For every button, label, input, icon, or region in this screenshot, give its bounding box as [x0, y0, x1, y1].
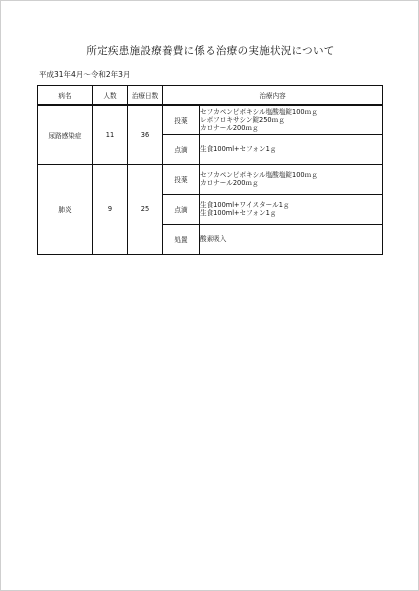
treatment-line: 生食100ml+ワイスタール1ｇ	[200, 201, 290, 209]
treatment-line: レボフロキサシン錠250ｍｇ	[200, 115, 285, 124]
treatment-type-cell: 投薬	[163, 164, 200, 194]
days-cell: 25	[128, 164, 163, 254]
patients-cell: 11	[93, 105, 128, 164]
patients-cell: 9	[93, 164, 128, 254]
days-cell: 36	[128, 105, 163, 164]
table-row	[38, 164, 383, 194]
treatment-detail-cell	[200, 164, 383, 194]
treatment-line: 酸素吸入	[200, 235, 227, 243]
treatment-line: セフカペンピボキシル塩酸塩錠100ｍｇ	[200, 107, 318, 116]
treatment-detail-cell	[200, 194, 383, 224]
header-days: 治療日数	[128, 86, 163, 106]
treatment-line: カロナール200ｍｇ	[200, 179, 259, 187]
treatment-type-cell: 点滴	[163, 134, 200, 164]
document-title: 所定疾患施設療養費に係る治療の実施状況について	[86, 45, 335, 57]
treatment-line: 生食100ml+セフォン1ｇ	[200, 145, 277, 153]
treatment-table	[37, 85, 383, 255]
table-header-row	[38, 86, 383, 106]
treatment-detail-cell	[200, 105, 383, 134]
header-treatment: 治療内容	[163, 86, 383, 106]
table-row	[38, 105, 383, 134]
treatment-line: カロナール200ｍｇ	[200, 123, 259, 132]
treatment-detail-cell	[200, 134, 383, 164]
reporting-period: 平成31年4月～令和2年3月	[39, 70, 131, 79]
disease-cell: 尿路感染症	[38, 105, 93, 164]
treatment-type-cell: 処置	[163, 224, 200, 254]
header-disease: 病名	[38, 86, 93, 106]
treatment-detail-cell	[200, 224, 383, 254]
treatment-type-cell: 投薬	[163, 105, 200, 134]
treatment-line: セフカペンピボキシル塩酸塩錠100ｍｇ	[200, 171, 318, 179]
treatment-type-cell: 点滴	[163, 194, 200, 224]
header-patients: 人数	[93, 86, 128, 106]
disease-cell: 肺炎	[38, 164, 93, 254]
treatment-line: 生食100ml+セフォン1ｇ	[200, 209, 277, 217]
